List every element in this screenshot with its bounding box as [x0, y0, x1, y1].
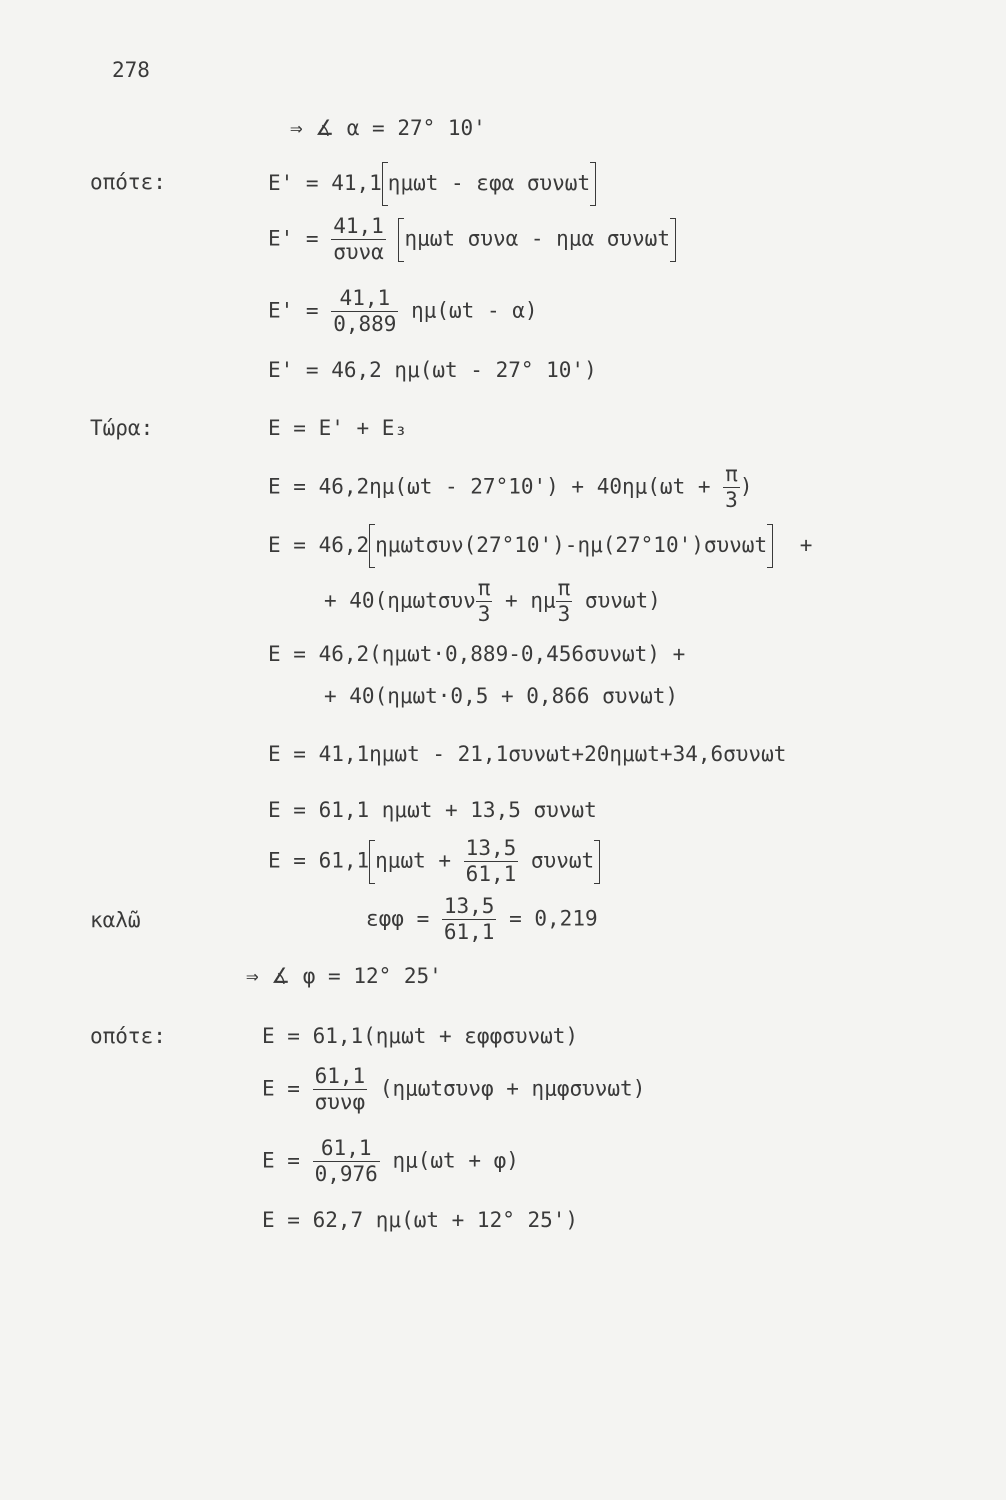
- fraction: [476, 578, 493, 625]
- denominator: 61,1: [443, 920, 495, 944]
- label-kalo: καλῶ: [90, 908, 141, 932]
- equation-line-12: E = 41,1ημωt - 21,1συνωt+20ημωt+34,6συνωt: [268, 742, 787, 766]
- equation-line-13: E = 61,1 ημωt + 13,5 συνωt: [268, 798, 597, 822]
- equation-angle-alpha: ⇒ ∡ α = 27° 10': [290, 116, 486, 140]
- numerator: π: [557, 576, 571, 600]
- eq8-prefix: E = 46,2: [268, 533, 370, 557]
- equation-line-5: E' = 46,2 ημ(ωt - 27° 10'): [268, 358, 597, 382]
- numerator: π: [477, 576, 491, 600]
- eq18-prefix: E =: [262, 1076, 300, 1101]
- fraction: [442, 896, 497, 943]
- equation-line-7: [268, 464, 752, 511]
- eq19-rest: ημ(ωt + φ): [392, 1148, 519, 1173]
- eq9-part1: + 40(ημωtσυν: [324, 588, 476, 613]
- equation-line-11: + 40(ημωt·0,5 + 0,866 συνωt): [324, 684, 679, 708]
- eq9-part3: συνωt): [584, 588, 661, 613]
- denominator: 0,976: [314, 1162, 378, 1186]
- fraction: [313, 1066, 368, 1113]
- numerator: 41,1: [333, 214, 384, 238]
- eq7-close: ): [739, 474, 753, 499]
- fraction: [723, 464, 740, 511]
- eq18-rest: (ημωtσυνφ + ημφσυνωt): [379, 1076, 646, 1101]
- fraction: [464, 838, 519, 885]
- eq4-prefix: E' =: [268, 298, 319, 323]
- label-opote-2: οπότε:: [90, 1024, 166, 1048]
- equation-line-15: [366, 896, 598, 943]
- numerator: 61,1: [313, 1138, 380, 1162]
- denominator: 3: [725, 488, 738, 512]
- right-bracket: [670, 218, 676, 262]
- denominator: 61,1: [465, 862, 517, 886]
- right-bracket: [594, 840, 600, 884]
- eq7-main: E = 46,2ημ(ωt - 27°10') + 40ημ(ωt +: [268, 474, 711, 499]
- eq15-prefix: εφφ =: [366, 906, 430, 931]
- eq2-prefix: E' = 41,1: [268, 171, 382, 195]
- right-bracket: [767, 524, 773, 568]
- eq15-result: = 0,219: [509, 906, 598, 931]
- denominator: συνα: [333, 240, 384, 264]
- eq8-bracket-content: ημωtσυν(27°10')-ημ(27°10')συνωt: [375, 533, 768, 557]
- equation-line-10: E = 46,2(ημωt·0,889-0,456συνωt) +: [268, 642, 686, 666]
- equation-line-4: [268, 288, 538, 335]
- equation-line-14: [268, 838, 600, 885]
- eq14-part2: συνωt: [530, 848, 595, 873]
- fraction: [331, 288, 398, 335]
- eq3-prefix: E' =: [268, 226, 319, 251]
- equation-angle-phi: ⇒ ∡ φ = 12° 25': [246, 964, 442, 988]
- numerator: π: [725, 462, 738, 486]
- denominator: 0,889: [333, 312, 397, 336]
- denominator: 3: [557, 602, 571, 626]
- page-number: 278: [112, 58, 150, 82]
- eq19-prefix: E =: [262, 1148, 300, 1173]
- numerator: 13,5: [465, 836, 517, 860]
- numerator: 13,5: [443, 894, 495, 918]
- label-opote-1: οπότε:: [90, 170, 166, 194]
- eq14-part1: ημωt +: [375, 848, 452, 873]
- equation-line-3: [268, 216, 676, 263]
- fraction: [313, 1138, 380, 1185]
- right-bracket: [590, 162, 596, 206]
- equation-line-8: [268, 524, 812, 568]
- equation-line-18: [262, 1066, 645, 1113]
- equation-line-19: [262, 1138, 519, 1185]
- equation-line-9: [324, 578, 661, 625]
- denominator: συνφ: [314, 1090, 366, 1114]
- numerator: 41,1: [331, 288, 398, 312]
- fraction: [331, 216, 386, 263]
- label-tora: Τώρα:: [90, 416, 154, 440]
- eq4-rest: ημ(ωt - α): [411, 298, 538, 323]
- eq3-bracket-content: ημωt συνα - ημα συνωt: [404, 226, 670, 251]
- equation-line-6: E = E' + E₃: [268, 416, 408, 440]
- equation-line-20: E = 62,7 ημ(ωt + 12° 25'): [262, 1208, 579, 1232]
- eq2-bracket-content: ημωt - εφα συνωt: [387, 171, 591, 195]
- eq9-part2: + ημ: [505, 588, 556, 613]
- eq8-plus: +: [799, 533, 813, 557]
- eq14-prefix: E = 61,1: [268, 848, 370, 873]
- equation-line-17: E = 61,1(ημωt + εφφσυνωt): [262, 1024, 579, 1048]
- equation-line-2: [268, 162, 596, 206]
- denominator: 3: [477, 602, 491, 626]
- fraction: [556, 578, 573, 625]
- numerator: 61,1: [314, 1064, 366, 1088]
